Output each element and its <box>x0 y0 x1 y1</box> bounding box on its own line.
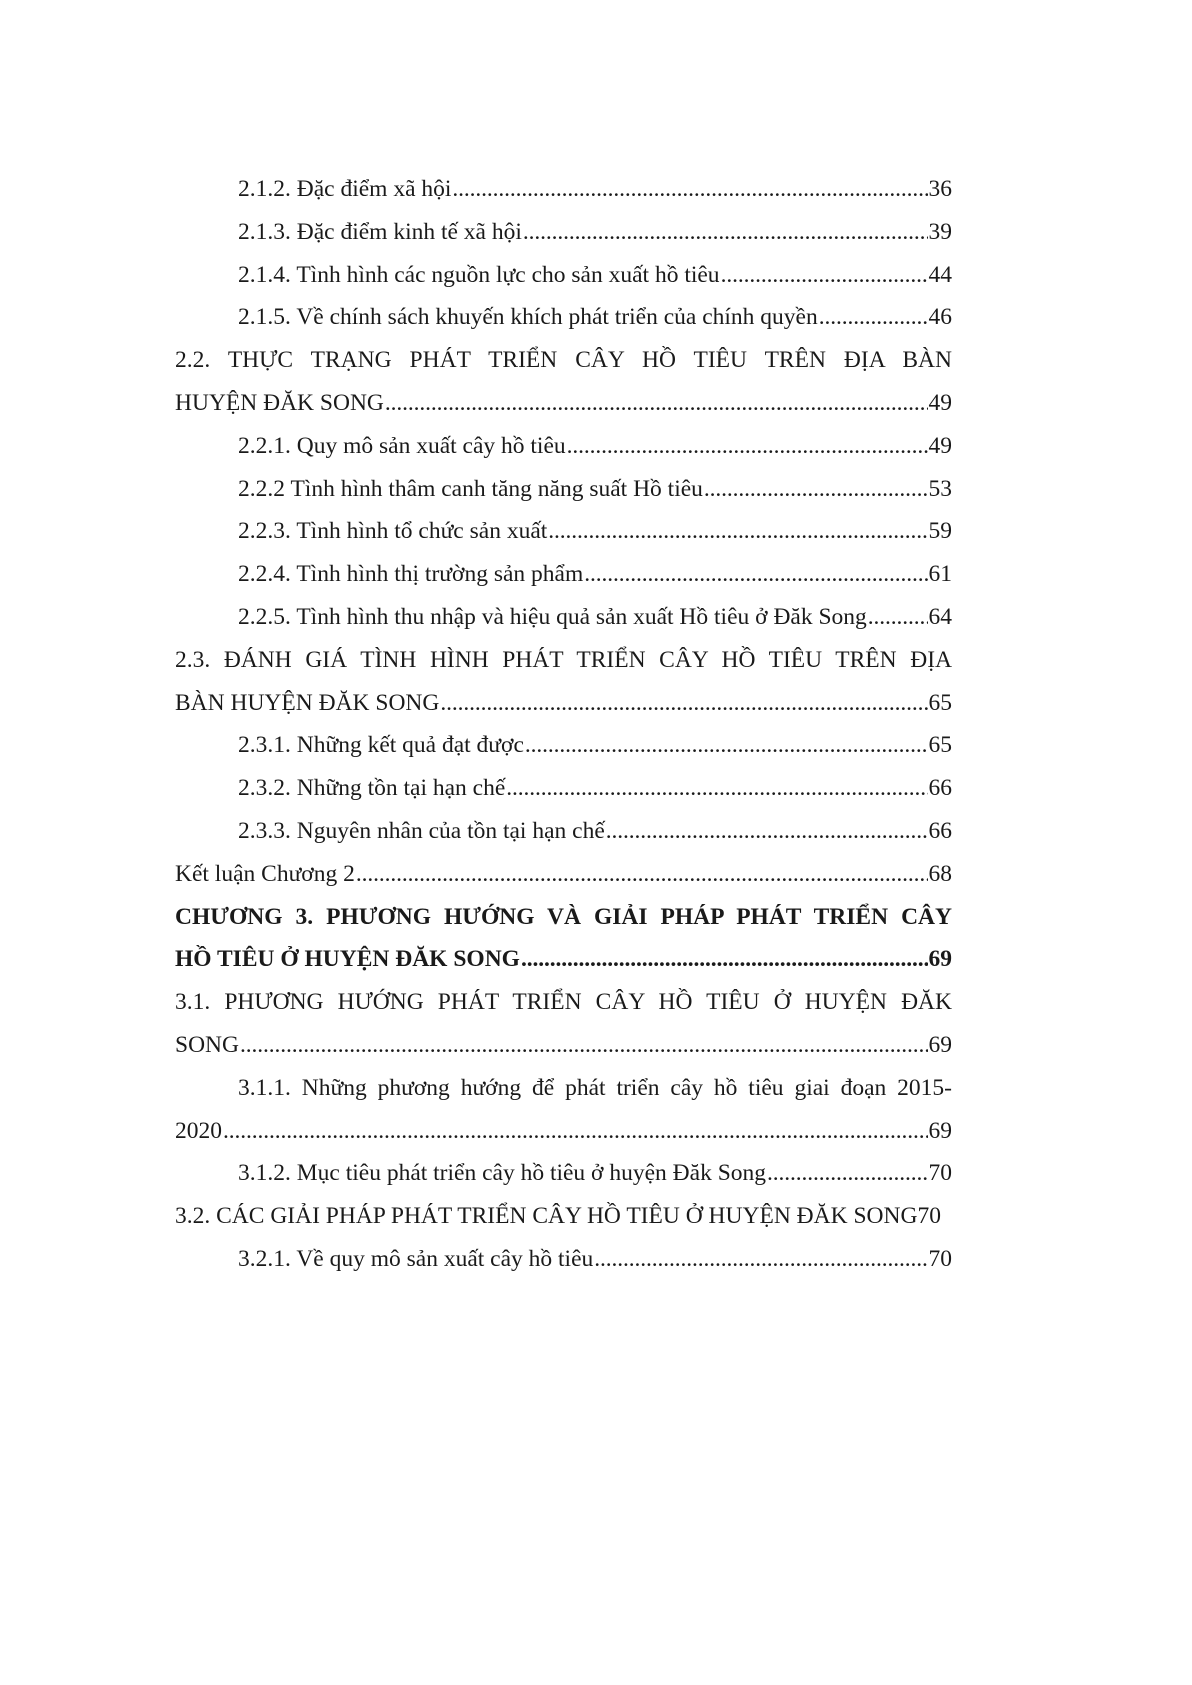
toc-entry[interactable] <box>175 553 952 596</box>
toc-page-number: 69 <box>928 1117 952 1144</box>
toc-entry[interactable] <box>175 382 952 425</box>
toc-page-number: 36 <box>928 176 952 202</box>
toc-entry-label: 2.3.3. Nguyên nhân của tồn tại hạn chế <box>238 817 605 844</box>
toc-page-number: 70 <box>928 1160 952 1187</box>
toc-page-number: 59 <box>928 518 952 545</box>
dot-leader <box>223 1110 928 1153</box>
dot-leader <box>704 468 928 511</box>
toc-page-number: 53 <box>928 475 952 502</box>
toc-page-number: 66 <box>928 775 952 802</box>
toc-page-number: 49 <box>928 432 952 459</box>
toc-entry-label: 2.3.2. Những tồn tại hạn chế <box>238 775 506 802</box>
dot-leader <box>548 510 927 553</box>
toc-chapter-first-line[interactable]: CHƯƠNG 3. PHƯƠNG HƯỚNG VÀ GIẢI PHÁP PHÁT TRIỂN CÂY <box>175 903 952 930</box>
toc-entry-first-line[interactable]: 3.1. PHƯƠNG HƯỚNG PHÁT TRIỂN CÂY HỒ TIÊU Ở HUYỆN ĐĂK <box>175 989 952 1016</box>
toc-entry[interactable] <box>175 767 952 810</box>
toc-entry[interactable] <box>175 1024 952 1067</box>
toc-entry-label: 2.1.2. Đặc điểm xã hội <box>238 176 452 202</box>
toc-entry-first-line[interactable]: 2.2. THỰC TRẠNG PHÁT TRIỂN CÂY HỒ TIÊU TRÊN ĐỊA BÀN <box>175 347 952 374</box>
toc-page-number: 68 <box>928 860 952 887</box>
dot-leader <box>868 596 928 639</box>
toc-entry[interactable] <box>175 1238 952 1281</box>
toc-entry[interactable] <box>175 1152 952 1195</box>
toc-entry-label: HỒ TIÊU Ở HUYỆN ĐĂK SONG <box>175 946 520 973</box>
toc-entry-label: 2.2.3. Tình hình tổ chức sản xuất <box>238 518 548 545</box>
dot-leader <box>594 1238 927 1281</box>
dot-leader <box>506 767 927 810</box>
toc-entry-label: 2.2.5. Tình hình thu nhập và hiệu quả sản xuất Hồ tiêu ở Đăk Song <box>238 603 867 630</box>
toc-entry[interactable] <box>175 1110 952 1153</box>
dot-leader <box>721 254 928 297</box>
toc-entry[interactable] <box>175 168 952 211</box>
dot-leader <box>385 382 928 425</box>
toc-entry-label: 2.3.1. Những kết quả đạt được <box>238 732 524 759</box>
dot-leader <box>523 211 928 254</box>
dot-leader <box>819 296 928 339</box>
dot-leader <box>584 553 927 596</box>
dot-leader <box>452 168 927 211</box>
toc-entry-label: 2.2.4. Tình hình thị trường sản phẩm <box>238 561 584 588</box>
toc-page-number: 65 <box>928 732 952 759</box>
toc-chapter-entry[interactable] <box>175 938 952 981</box>
toc-page-number: 46 <box>928 304 952 331</box>
toc-entry[interactable] <box>175 596 952 639</box>
toc-page-number: 44 <box>928 261 952 288</box>
toc-page-number: 61 <box>928 561 952 588</box>
toc-entry-label: Kết luận Chương 2 <box>175 860 355 887</box>
toc-entry[interactable] <box>175 682 952 725</box>
dot-leader <box>440 682 927 725</box>
dot-leader <box>567 425 928 468</box>
toc-page-number: 69 <box>928 946 952 973</box>
toc-entry-label: 2.2.1. Quy mô sản xuất cây hồ tiêu <box>238 432 566 459</box>
dot-leader <box>356 853 928 896</box>
table-of-contents <box>175 168 952 1281</box>
toc-entry[interactable] <box>175 468 952 511</box>
toc-entry[interactable]: 3.2. CÁC GIẢI PHÁP PHÁT TRIỂN CÂY HỒ TIÊU Ở HUYỆN ĐĂK SONG70 <box>175 1203 941 1230</box>
toc-entry-label: 2.1.4. Tình hình các nguồn lực cho sản xuất hồ tiêu <box>238 261 720 288</box>
toc-entry[interactable] <box>175 510 952 553</box>
toc-entry-label: BÀN HUYỆN ĐĂK SONG <box>175 689 440 716</box>
toc-entry[interactable] <box>175 724 952 767</box>
toc-entry-label: 3.2.1. Về quy mô sản xuất cây hồ tiêu <box>238 1245 594 1272</box>
toc-entry[interactable] <box>175 211 952 254</box>
toc-entry[interactable] <box>175 425 952 468</box>
toc-entry[interactable] <box>175 810 952 853</box>
toc-entry-label: 3.1.2. Mục tiêu phát triển cây hồ tiêu ở huyện Đăk Song <box>238 1160 767 1187</box>
dot-leader <box>525 724 928 767</box>
toc-entry-first-line[interactable]: 2.3. ĐÁNH GIÁ TÌNH HÌNH PHÁT TRIỂN CÂY HỒ TIÊU TRÊN ĐỊA <box>175 646 952 673</box>
toc-page-number: 39 <box>928 218 952 245</box>
toc-page-number: 69 <box>928 1031 952 1058</box>
toc-entry-label: 2.2.2 Tình hình thâm canh tăng năng suất Hồ tiêu <box>238 475 703 502</box>
toc-entry-label: 2.1.5. Về chính sách khuyến khích phát triển của chính quyền <box>238 304 818 331</box>
dot-leader <box>606 810 928 853</box>
toc-entry[interactable] <box>175 853 952 896</box>
toc-entry-label: SONG <box>175 1031 239 1058</box>
dot-leader <box>767 1152 927 1195</box>
toc-page-number: 65 <box>928 689 952 716</box>
toc-page-number: 70 <box>928 1245 952 1272</box>
toc-page-number: 66 <box>928 817 952 844</box>
dot-leader <box>521 938 928 981</box>
toc-page-number: 49 <box>928 389 952 416</box>
toc-entry-label: 2020 <box>175 1117 222 1144</box>
toc-entry[interactable] <box>175 254 952 297</box>
toc-entry-label: 2.1.3. Đặc điểm kinh tế xã hội <box>238 218 522 245</box>
toc-page-number: 64 <box>928 603 952 630</box>
toc-entry[interactable] <box>175 296 952 339</box>
toc-entry-label: HUYỆN ĐĂK SONG <box>175 389 384 416</box>
toc-entry-first-line[interactable]: 3.1.1. Những phương hướng để phát triển cây hồ tiêu giai đoạn 2015- <box>238 1074 952 1101</box>
dot-leader <box>240 1024 928 1067</box>
